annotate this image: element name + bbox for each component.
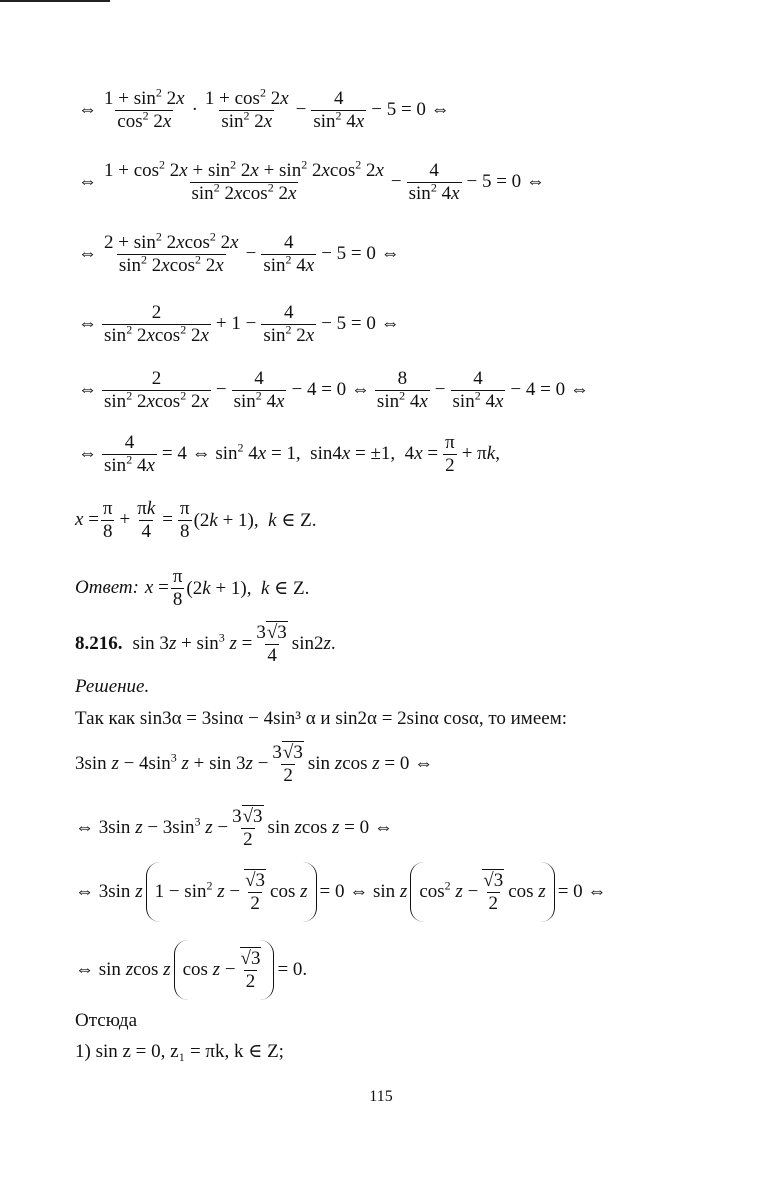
problem-statement: 8.216. $\sin 3z + \sin^3 z$ = $\frac{3√3}{4}$ sin2z. <box>75 622 336 666</box>
intro-text: Так как sin3α = 3sinα − 4sin³ α и sin2α = 2sinα cosα, то имеем: <box>75 708 567 729</box>
equation-line-5: ⇔ $\frac{2}{\sin^2 2xcos^2 2x}$ − $\frac{4}{\sin^2 4x}$ − 4 = 0 ⇔ $\frac{8}{\sin^2 4x}$ − $\frac{4}{\sin^2 4x}$ − 4 = 0 ⇔ <box>78 368 589 412</box>
solution-line-2: ⇔ 3sin $z - 3\sin^3$ z − $\frac{3√3}{2}$ sin zcos z = 0 ⇔ <box>75 806 393 850</box>
equation-line-1: ⇔ $\frac{1 + \sin^2 2x}{\cos^2 2x}$ · $\frac{1 + \cos^2 2x}{\sin^2 2x}$ − $\frac{4}{\sin^2 4x}$ − 5 = 0 ⇔ <box>78 85 450 132</box>
problem-number: 8.216. <box>75 633 123 655</box>
solution-line-1: 3sin $z - 4\sin^3$ z + sin 3z − $\frac{3√3}{2}$ sin zcos z = 0 ⇔ <box>75 742 434 786</box>
solution-label: Решение. <box>75 676 150 697</box>
equation-line-4: ⇔ $\frac{2}{\sin^2 2xcos^2 2x}$ + 1 − $\frac{4}{\sin^2 2x}$ − 5 = 0 ⇔ <box>78 302 400 346</box>
hence-label: Отсюда <box>75 1010 138 1031</box>
equation-line-2: ⇔ $\frac{1 + \cos^2 2x + \sin^2 2x + \sin^2 2xcos^2 2x}{\sin^2 2xcos^2 2x}$ − $\frac{4}{\sin^2 4x}$ − 5 = 0 ⇔ <box>78 157 545 204</box>
solution-line-4: ⇔ sin zcos z cos z − $\frac{√3}{2}$ = 0. <box>75 940 307 1000</box>
top-rule <box>0 0 110 2</box>
equation-line-7: x = $\frac{\pi}{8}$ + $\frac{\pi k}{4}$ = $\frac{\pi}{8}$ (2k + 1), k ∈ Z. <box>75 498 317 542</box>
solution-item-1: 1) sin z = 0, z₁ = πk, k ∈ Z; <box>75 1041 284 1062</box>
answer-label: Ответ: <box>75 577 139 599</box>
equation-line-3: ⇔ $\frac{2 + \sin^2 2xcos^2 2x}{\sin^2 2xcos^2 2x}$ − $\frac{4}{\sin^2 4x}$ − 5 = 0 ⇔ <box>78 229 400 276</box>
solution-line-3: ⇔ 3sin z $1 - \sin^2 z$ − $\frac{√3}{2}$ cos z = 0 ⇔ sin z $\cos^2 z$ − $\frac{√3}{2}$ cos z = 0 ⇔ <box>75 862 606 922</box>
answer-line: Ответ: x = $\frac{\pi}{8}$ (2k + 1), k ∈ Z. <box>75 566 310 610</box>
page-number: 115 <box>369 1088 393 1105</box>
equation-line-6: ⇔ $\frac{4}{\sin^2 4x}$ = 4 ⇔ $\sin^2 4x = 1$, sin4x = ±1, 4x = $\frac{\pi}{2}$ + πk, <box>78 432 500 476</box>
